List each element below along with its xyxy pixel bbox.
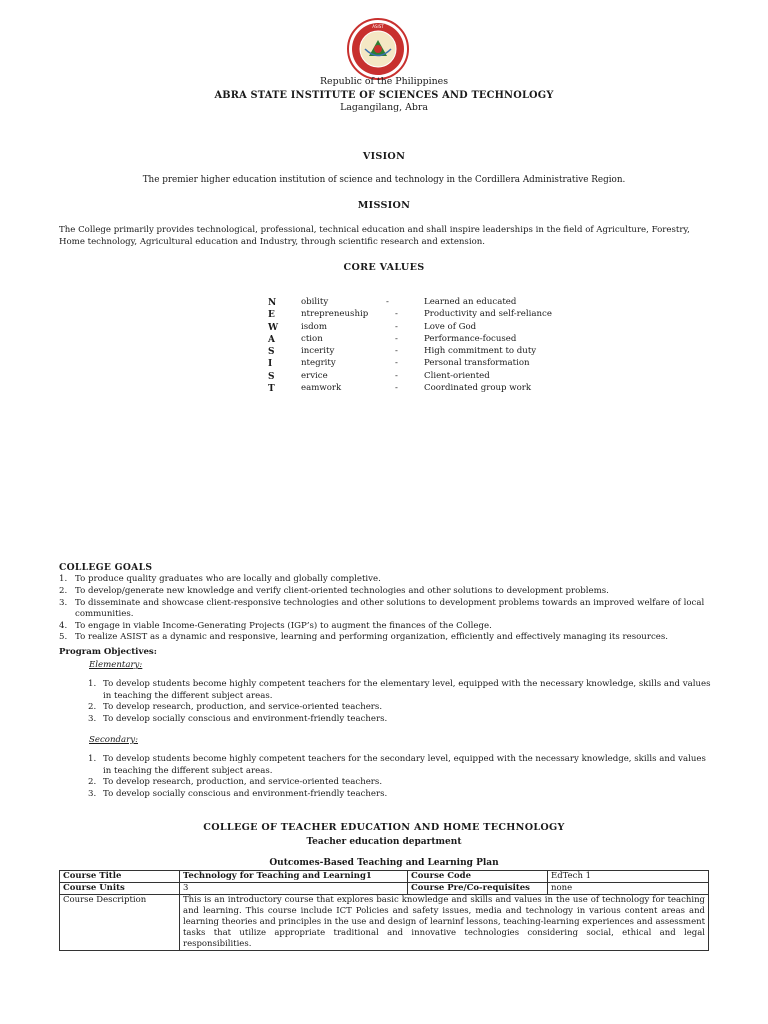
list-item-text: To produce quality graduates who are locally and globally completive. [75, 574, 381, 585]
core-value-dash: - [386, 297, 389, 307]
list-item [88, 754, 713, 777]
core-value-word: ntegrity [301, 358, 336, 369]
core-value-description: High commitment to duty [424, 346, 537, 357]
college-heading: COLLEGE OF TEACHER EDUCATION AND HOME TECHNOLOGY [203, 822, 565, 833]
core-value-letter: S [268, 347, 275, 358]
core-value-letter: W [268, 322, 279, 333]
republic-heading: Republic of the Philippines [319, 76, 449, 87]
list-item-number: 2. [88, 777, 97, 788]
core-value-word: ntrepreneuship [301, 309, 369, 320]
list-item-number: 1. [88, 679, 97, 689]
mission-heading: MISSION [357, 200, 411, 211]
list-item-number: 1. [88, 754, 97, 764]
core-value-row [268, 309, 568, 321]
course-units-value: 3 [180, 883, 408, 895]
elementary-label: Elementary: [89, 660, 143, 670]
core-value-description: Performance-focused [424, 333, 517, 344]
core-value-dash: - [395, 346, 398, 357]
secondary-label: Secondary: [89, 735, 138, 745]
core-value-description: Coordinated group work [424, 383, 532, 394]
core-value-word: incerity [301, 346, 335, 357]
table-row [60, 883, 709, 895]
core-value-dash: - [395, 321, 398, 332]
list-item-number: 3. [88, 788, 97, 799]
course-prereq-value: none [548, 883, 709, 895]
core-value-dash: - [395, 358, 398, 369]
course-title-value: Technology for Teaching and Learning1 [180, 871, 408, 883]
table-row [60, 871, 709, 883]
core-values-list [268, 297, 568, 395]
vision-text: The premier higher education institution of science and technology in the Cordillera Administrative Region. [142, 175, 626, 185]
core-value-description: Learned an educated [424, 297, 517, 307]
course-title-label: Course Title [60, 871, 180, 883]
core-value-row [268, 297, 568, 309]
core-value-row [268, 346, 568, 358]
list-item-text: To disseminate and showcase client-responsive technologies and other solutions to development problems towards an improved welfare of local communities. [75, 597, 705, 620]
svg-text:ASIST: ASIST [372, 24, 384, 29]
list-item-number: 3. [59, 597, 68, 608]
course-code-label: Course Code [408, 871, 548, 883]
core-value-description: Love of God [424, 321, 477, 332]
institution-location: Lagangilang, Abra [340, 102, 428, 113]
course-description-label: Course Description [60, 895, 180, 951]
core-value-word: obility [301, 297, 329, 307]
institution-seal-logo [347, 18, 409, 80]
list-item [88, 714, 713, 726]
core-value-dash: - [395, 383, 398, 394]
list-item-text: To develop socially conscious and environment-friendly teachers. [103, 788, 388, 799]
department-heading: Teacher education department [306, 837, 462, 847]
core-value-letter: T [268, 384, 275, 395]
list-item-text: To develop/generate new knowledge and verify client-oriented technologies and other solutions to development problems. [75, 586, 609, 597]
list-item-number: 1. [59, 574, 68, 585]
core-value-row [268, 383, 568, 395]
list-item-number: 3. [88, 713, 97, 724]
elementary-objectives-list [88, 679, 713, 725]
list-item [59, 598, 719, 621]
list-item-number: 5. [59, 632, 68, 643]
plan-title: Outcomes-Based Teaching and Learning Plan [269, 858, 499, 868]
core-value-row [268, 371, 568, 383]
list-item [59, 621, 719, 633]
core-value-row [268, 322, 568, 334]
core-value-word: eamwork [301, 383, 342, 394]
list-item [88, 679, 713, 702]
core-value-description: Personal transformation [424, 358, 530, 369]
core-value-letter: I [268, 359, 273, 370]
program-objectives-heading: Program Objectives: [59, 646, 157, 657]
list-item-text: To develop students become highly competent teachers for the secondary level, equipped with the necessary knowledge, skills and values in teaching the different subject areas. [103, 754, 706, 776]
list-item-number: 4. [59, 620, 68, 631]
list-item-number: 2. [59, 586, 68, 597]
core-value-letter: A [268, 334, 275, 345]
list-item [88, 789, 713, 801]
list-item-number: 2. [88, 702, 97, 713]
college-goals-heading: COLLEGE GOALS [59, 562, 153, 573]
course-description-value: This is an introductory course that explores basic knowledge and skills and values in the use of technology for teaching and learning. This course include ICT Policies and safety issues, media and technology in various content areas and learning theories and principles in the use and design of learninf lessons, teaching-learning experiences and assessment tasks that utilize appropriate traditional and innovative technologies considering social, ethical and legal responsibilities. [180, 895, 709, 951]
institution-name: ABRA STATE INSTITUTE OF SCIENCES AND TECHNOLOGY [214, 90, 554, 101]
course-code-value: EdTech 1 [548, 871, 709, 883]
list-item [88, 702, 713, 714]
list-item [59, 632, 719, 644]
core-value-letter: N [268, 298, 277, 308]
core-value-dash: - [395, 333, 398, 344]
core-value-row [268, 358, 568, 370]
college-goals-section [59, 562, 719, 659]
core-value-row [268, 334, 568, 346]
list-item-text: To develop socially conscious and environment-friendly teachers. [103, 713, 388, 724]
core-value-letter: S [268, 371, 275, 382]
core-value-word: ction [301, 333, 323, 344]
mission-text: The College primarily provides technological, professional, technical education and shall inspire leaderships in the field of Agriculture, Forestry, Home technology, Agricultural education and Industry, through scientific research and extension. [59, 225, 690, 247]
list-item-text: To realize ASIST as a dynamic and responsive, learning and performing organization, efficiently and effectively managing its resources. [75, 632, 668, 643]
list-item-text: To develop research, production, and service-oriented teachers. [103, 702, 383, 713]
list-item [88, 777, 713, 789]
table-row [60, 895, 709, 951]
core-value-description: Productivity and self-reliance [424, 309, 552, 320]
list-item [59, 586, 719, 598]
list-item-text: To develop students become highly competent teachers for the elementary level, equipped with the necessary knowledge, skills and values in teaching the different subject areas. [103, 679, 711, 701]
course-prereq-label: Course Pre/Co-requisites [408, 883, 548, 895]
core-value-dash: - [395, 370, 398, 381]
list-item-text: To engage in viable Income-Generating Projects (IGP’s) to augment the finances of the College. [75, 620, 492, 631]
course-units-label: Course Units [60, 883, 180, 895]
course-info-table [59, 870, 709, 951]
core-value-word: ervice [301, 370, 328, 381]
college-goals-list [59, 574, 719, 644]
secondary-objectives-list [88, 754, 713, 800]
core-value-description: Client-oriented [424, 370, 490, 381]
core-values-heading: CORE VALUES [343, 262, 425, 273]
core-value-letter: E [268, 310, 275, 321]
list-item-text: To develop research, production, and service-oriented teachers. [103, 777, 383, 788]
core-value-word: isdom [301, 321, 327, 332]
list-item [59, 574, 719, 586]
core-value-dash: - [395, 309, 398, 320]
vision-heading: VISION [362, 151, 406, 162]
